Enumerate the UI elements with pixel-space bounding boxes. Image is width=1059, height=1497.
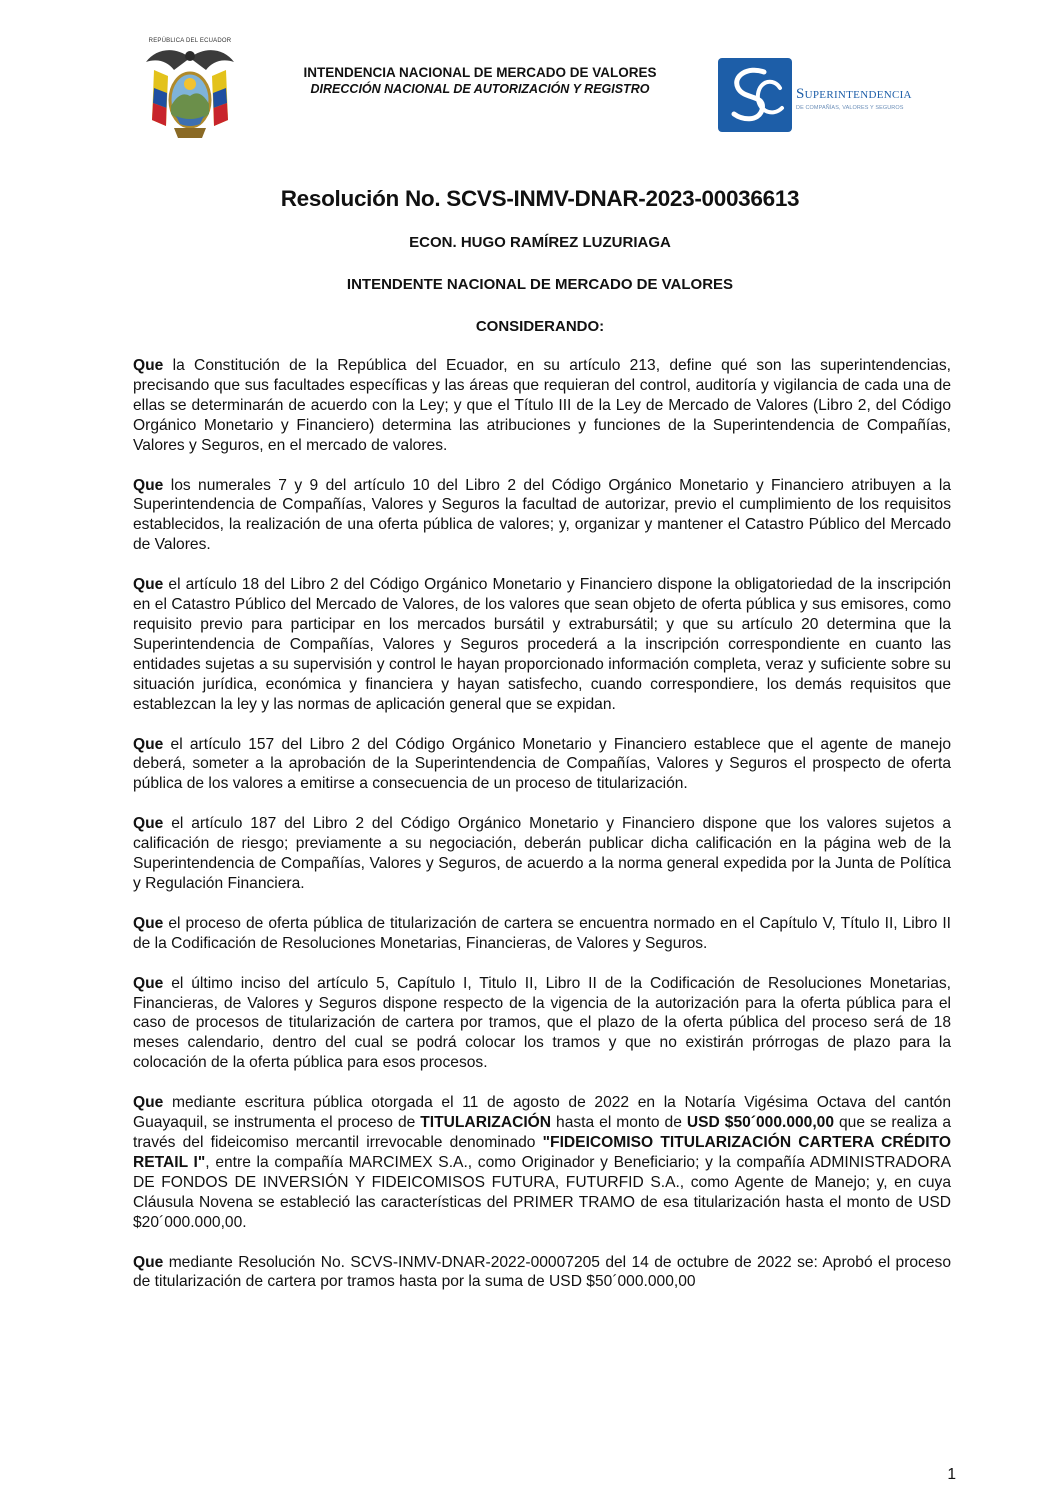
official-name: ECON. HUGO RAMÍREZ LUZURIAGA xyxy=(409,234,671,251)
document-header xyxy=(0,0,1059,150)
header-titles xyxy=(250,64,710,97)
resolution-title: Resolución No. SCVS-INMV-DNAR-2023-00036613 xyxy=(280,186,800,211)
paragraph xyxy=(133,914,951,954)
paragraph xyxy=(133,814,951,894)
paragraph-text: el último inciso del artículo 5, Capítulo I, Titulo II, Libro II de la Codificación de Resoluciones Monetarias, Financieras, de Valores y Seguros dispone respecto de la vigencia de la autorización para la oferta pública para el caso de procesos de titularización de cartera por tramos, que el plazo de la oferta pública del proceso será de 18 meses calendario, dentro del cual se podrá colocar los tramos y que no existirán prórrogas de plazo para la colocación de la oferta pública para esos procesos. xyxy=(133,974,951,1072)
paragraph xyxy=(133,575,951,714)
supercias-brand xyxy=(796,86,956,111)
paragraph-text: los numerales 7 y 9 del artículo 10 del Libro 2 del Código Orgánico Monetario y Financiero atribuyen a la Superintendencia de Compañías, Valores y Seguros la facultad de autorizar, previo el cumplimiento de los requisitos establecidos, la realización de una oferta pública de valores; y, organizar y mantener el Catastro Público del Mercado de Valores. xyxy=(133,476,951,554)
paragraph-lead: Que xyxy=(133,815,164,833)
paragraph-text: mediante Resolución No. SCVS-INMV-DNAR-2022-00007205 del 14 de octubre de 2022 se: Aprobó el proceso de titularización de cartera por tramos hasta por la suma de USD $50´000.000,00 xyxy=(133,1253,951,1291)
paragraph-lead: Que xyxy=(133,576,164,594)
brand-name: Superintendencia xyxy=(796,86,912,102)
paragraph xyxy=(133,974,951,1074)
paragraph xyxy=(133,476,951,556)
paragraph-lead: Que xyxy=(133,1094,164,1112)
paragraph xyxy=(133,356,951,456)
paragraph: Que mediante escritura pública otorgada el 11 de agosto de 2022 en la Notaría Vigésima Octava del cantón Guayaquil, se instrumenta el proceso de TITULARIZACIÓN hasta el monto de USD $50´000.000,00 que se realiza a través del fideicomiso mercantil irrevocable denominado "FIDEICOMISO TITULARIZACIÓN CARTERA CRÉDITO RETAIL I", entre la compañía MARCIMEX S.A., como Originador y Beneficiario; y la compañía ADMINISTRADORA DE FONDOS DE INVERSIÓN Y FIDEICOMISOS FUTURA, FUTURFID S.A., como Agente de Manejo; y, en cuya Cláusula Novena se estableció las características del PRIMER TRAMO de esa titularización hasta el monto de USD $20´000.000,00. xyxy=(133,1094,951,1231)
paragraph-text: el proceso de oferta pública de titularización de cartera se encuentra normado en el Capítulo V, Título II, Libro II de la Codificación de Resoluciones Monetarias, Financieras, de Valores y Seguros. xyxy=(133,914,951,952)
document-body xyxy=(133,356,951,1312)
ecuador-coat-of-arms-icon xyxy=(140,40,240,145)
considerando-heading: CONSIDERANDO: xyxy=(475,318,605,335)
paragraph-lead: Que xyxy=(133,476,164,494)
paragraph-lead: Que xyxy=(133,974,164,992)
seal-caption: REPÚBLICA DEL ECUADOR xyxy=(148,38,232,44)
paragraph-lead: Que xyxy=(133,357,164,374)
paragraph-lead: Que xyxy=(133,735,164,753)
header-department: DIRECCIÓN NACIONAL DE AUTORIZACIÓN Y REGISTRO xyxy=(310,82,650,96)
paragraph-text: el artículo 157 del Libro 2 del Código Orgánico Monetario y Financiero establece que el agente de manejo deberá, someter a la aprobación de la Superintendencia de Compañías, Valores y Seguros el prospecto de oferta pública de los valores a emitirse a consecuencia de un proceso de titularización. xyxy=(133,735,951,793)
paragraph xyxy=(133,1253,951,1293)
supercias-logo-icon xyxy=(718,58,792,132)
header-institution: INTENDENCIA NACIONAL DE MERCADO DE VALORES xyxy=(303,65,657,80)
paragraph-lead: Que xyxy=(133,914,164,932)
official-role: INTENDENTE NACIONAL DE MERCADO DE VALORES xyxy=(346,276,734,293)
paragraph-text: el artículo 18 del Libro 2 del Código Orgánico Monetario y Financiero dispone la obligatoriedad de la inscripción en el Catastro Público del Mercado de Valores, de los valores que sean objeto de oferta pública y sus emisores, como requisito previo para participar en los mercados bursátil y extrabursátil; y que su artículo 20 determina que la Superintendencia de Compañías, Valores y Seguros procederá a la inscripción correspondiente en cuanto las entidades sujetas a su supervisión y control le hayan proporcionado información completa, veraz y suficiente sobre su situación jurídica, económica y financiera y hayan satisfecho, cuando correspondiere, los demás requisitos que establezcan la ley y las normas de aplicación general que se expidan. xyxy=(133,576,951,713)
paragraph-lead: Que xyxy=(133,1253,164,1271)
paragraph-text: la Constitución de la República del Ecuador, en su artículo 213, define qué son las superintendencias, precisando que sus facultades específicas y las áreas que requieran del control, auditoría y vigilancia de cada una de ellas se determinarán de acuerdo con la Ley; y que el Título III de la Ley de Mercado de Valores (Libro 2, del Código Orgánico Monetario y Financiero) determina las atribuciones y funciones de la Superintendencia de Compañías, Valores y Seguros, en el mercado de valores. xyxy=(133,357,951,454)
brand-subtitle: DE COMPAÑÍAS, VALORES Y SEGUROS xyxy=(796,105,904,111)
page-number: 1 xyxy=(947,1466,956,1483)
paragraph xyxy=(133,735,951,795)
paragraph-text: el artículo 187 del Libro 2 del Código Orgánico Monetario y Financiero dispone que los valores sujetos a calificación de riesgo; previamente a su negociación, deberán publicar dicha calificación en la página web de la Superintendencia de Compañías, Valores y Seguros, de acuerdo a la norma general expedida por la Junta de Política y Regulación Financiera. xyxy=(133,815,951,892)
